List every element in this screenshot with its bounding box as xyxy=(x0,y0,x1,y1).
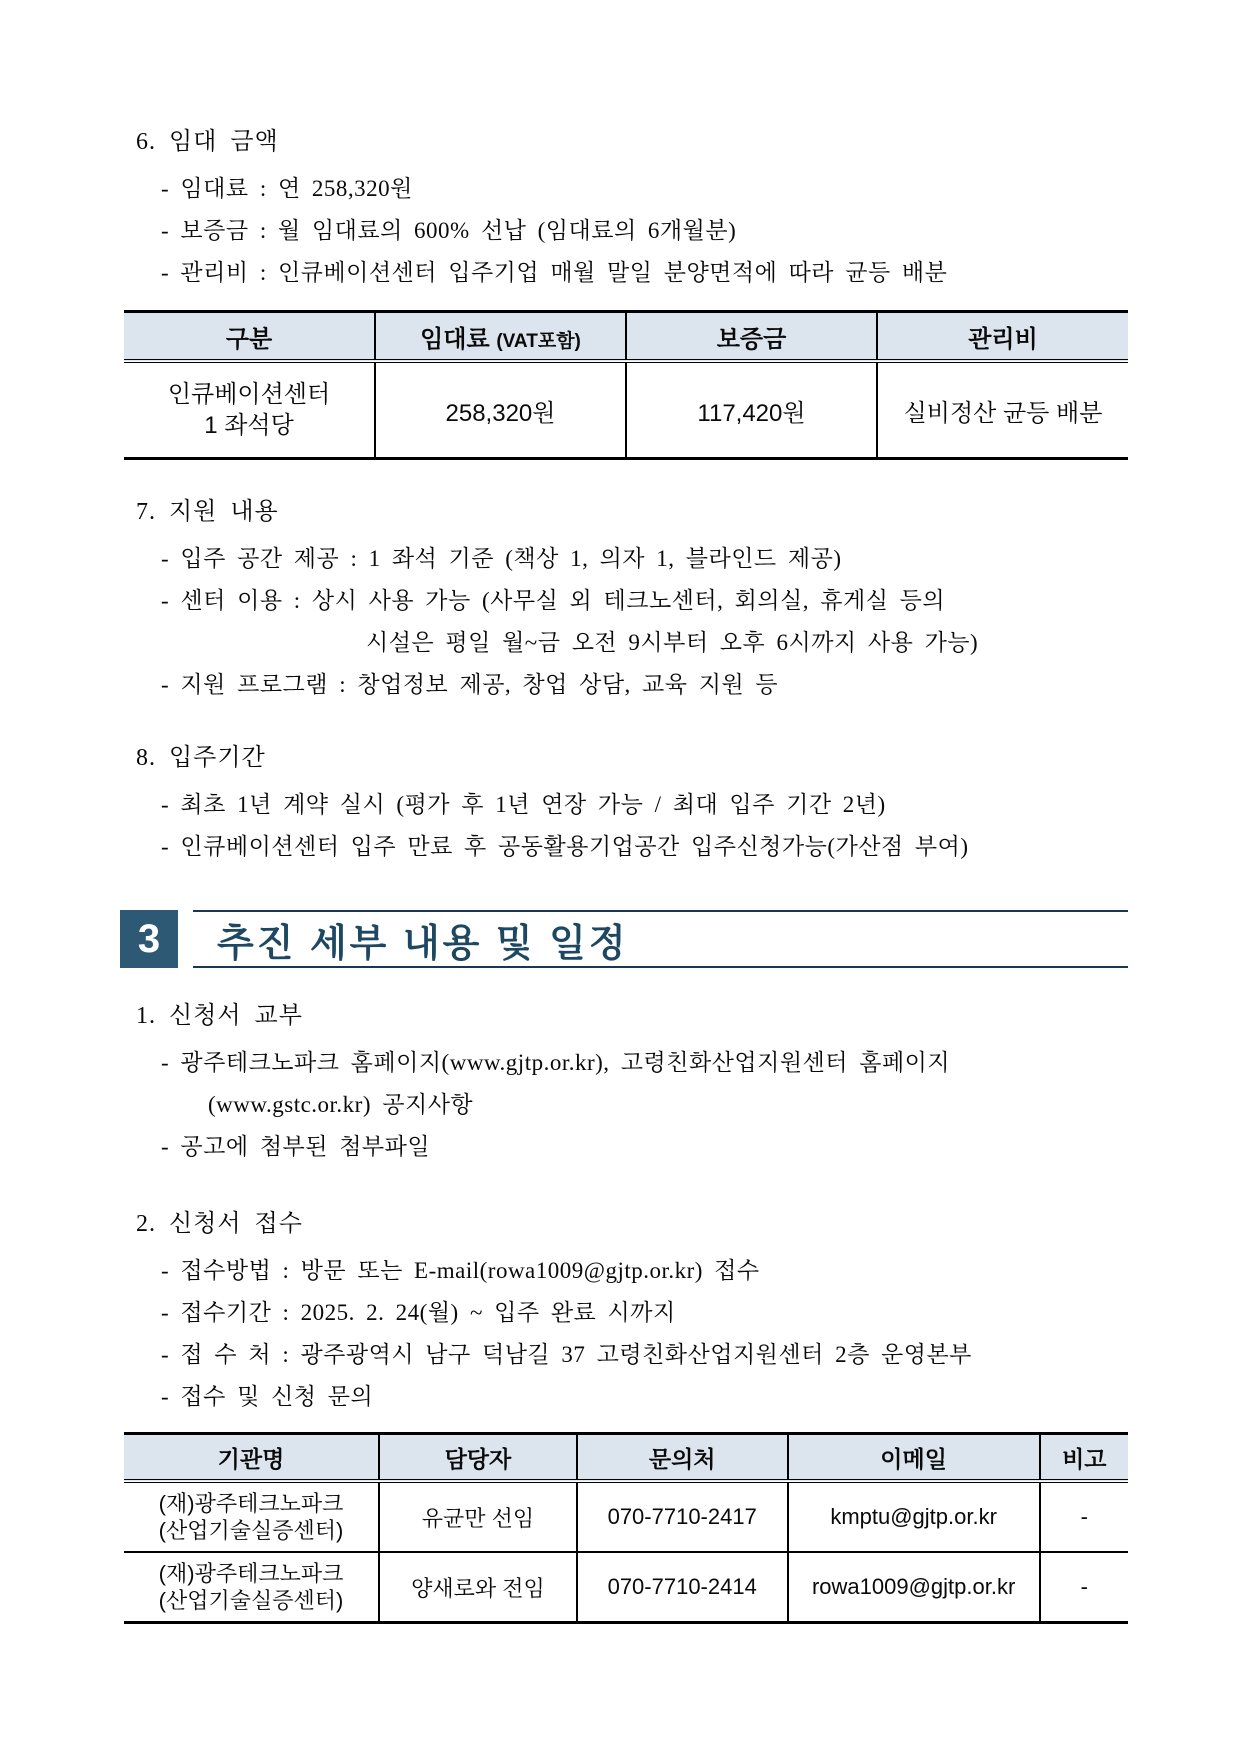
period-item-renewal: - 인큐베이션센터 입주 만료 후 공동활용기업공간 입주신청가능(가산점 부여) xyxy=(161,834,969,859)
contact-cell-phone: 070-7710-2414 xyxy=(577,1552,788,1623)
vat-note: (VAT포함) xyxy=(496,330,581,352)
contact-cell-person: 유균만 선임 xyxy=(379,1481,577,1552)
support-section-heading: 7. 지원 내용 xyxy=(136,499,279,525)
period-section-heading: 8. 입주기간 xyxy=(136,745,266,771)
issue-section-heading: 1. 신청서 교부 xyxy=(136,1003,303,1029)
support-item-center-use-cont: 시설은 평일 월~금 오전 9시부터 오후 6시까지 사용 가능) xyxy=(366,630,979,655)
contact-header-note: 비고 xyxy=(1040,1434,1128,1482)
apply-item-method: - 접수방법 : 방문 또는 E-mail(rowa1009@gjtp.or.kr) 접수 xyxy=(161,1258,760,1283)
rent-table-header-row xyxy=(124,312,1128,362)
rent-amount-section xyxy=(112,126,1128,460)
contact-cell-phone: 070-7710-2417 xyxy=(577,1481,788,1552)
apply-item-period: - 접수기간 : 2025. 2. 24(월) ~ 입주 완료 시까지 xyxy=(161,1300,676,1325)
rent-table-header-rent: 임대료 (VAT포함) xyxy=(375,312,626,362)
application-submit-section xyxy=(112,1208,1128,1624)
rent-table-row xyxy=(124,361,1128,459)
rent-cell-deposit: 117,420원 xyxy=(626,361,877,459)
support-item-space: - 입주 공간 제공 : 1 좌석 기준 (책상 1, 의자 1, 블라인드 제공) xyxy=(161,546,842,571)
rent-table-header-category: 구분 xyxy=(124,312,375,362)
section-number-badge: 3 xyxy=(120,910,178,968)
period-item-contract: - 최초 1년 계약 실시 (평가 후 1년 연장 가능 / 최대 입주 기간 2년) xyxy=(161,792,886,817)
section3-title: 추진 세부 내용 및 일정 xyxy=(217,922,629,965)
contact-cell-note: - xyxy=(1040,1481,1128,1552)
rent-item-fee: - 임대료 : 연 258,320원 xyxy=(161,176,413,201)
rent-section-heading: 6. 임대 금액 xyxy=(136,129,279,155)
rent-cell-category: 인큐베이션센터 1 좌석당 xyxy=(167,381,331,439)
contact-header-person: 담당자 xyxy=(379,1434,577,1482)
support-item-program: - 지원 프로그램 : 창업정보 제공, 창업 상담, 교육 지원 등 xyxy=(161,672,779,697)
contact-table-row xyxy=(124,1481,1128,1552)
contact-cell-person: 양새로와 전임 xyxy=(379,1552,577,1623)
section3-banner xyxy=(120,910,1128,968)
rent-table-header-deposit: 보증금 xyxy=(626,312,877,362)
contact-cell-org: (재)광주테크노파크 (산업기술실증센터) xyxy=(158,1491,344,1543)
issue-item-homepage-cont: (www.gstc.or.kr) 공지사항 xyxy=(208,1092,474,1117)
issue-item-attachment: - 공고에 첨부된 첨부파일 xyxy=(161,1134,431,1159)
rent-item-deposit: - 보증금 : 월 임대료의 600% 선납 (임대료의 6개월분) xyxy=(161,218,737,243)
contact-header-email: 이메일 xyxy=(788,1434,1040,1482)
application-issue-section xyxy=(112,1000,1128,1168)
contact-cell-note: - xyxy=(1040,1552,1128,1623)
apply-section-heading: 2. 신청서 접수 xyxy=(136,1211,303,1237)
contact-table-row xyxy=(124,1552,1128,1623)
rent-cell-maintenance: 실비정산 균등 배분 xyxy=(877,361,1128,459)
rent-item-maintenance: - 관리비 : 인큐베이션센터 입주기업 매월 말일 분양면적에 따라 균등 배분 xyxy=(161,260,948,285)
rent-cell-rent: 258,320원 xyxy=(375,361,626,459)
apply-item-inquiry: - 접수 및 신청 문의 xyxy=(161,1384,374,1409)
occupancy-period-section xyxy=(112,742,1128,868)
contact-table xyxy=(124,1432,1128,1624)
contact-cell-email: rowa1009@gjtp.or.kr xyxy=(788,1552,1040,1623)
contact-header-phone: 문의처 xyxy=(577,1434,788,1482)
rent-table xyxy=(124,310,1128,460)
issue-item-homepage: - 광주테크노파크 홈페이지(www.gjtp.or.kr), 고령친화산업지원센터 홈페이지 xyxy=(161,1050,951,1075)
support-section xyxy=(112,496,1128,706)
banner-rule xyxy=(193,910,1128,968)
contact-table-header-row xyxy=(124,1434,1128,1482)
contact-cell-org: (재)광주테크노파크 (산업기술실증센터) xyxy=(124,1552,379,1623)
rent-table-header-maintenance: 관리비 xyxy=(877,312,1128,362)
support-item-center-use: - 센터 이용 : 상시 사용 가능 (사무실 외 테크노센터, 회의실, 휴게실 등의 xyxy=(161,588,946,613)
apply-item-place: - 접 수 처 : 광주광역시 남구 덕남길 37 고령친화산업지원센터 2층 운영본부 xyxy=(161,1342,972,1367)
contact-header-org: 기관명 xyxy=(124,1434,379,1482)
contact-cell-email: kmptu@gjtp.or.kr xyxy=(788,1481,1040,1552)
